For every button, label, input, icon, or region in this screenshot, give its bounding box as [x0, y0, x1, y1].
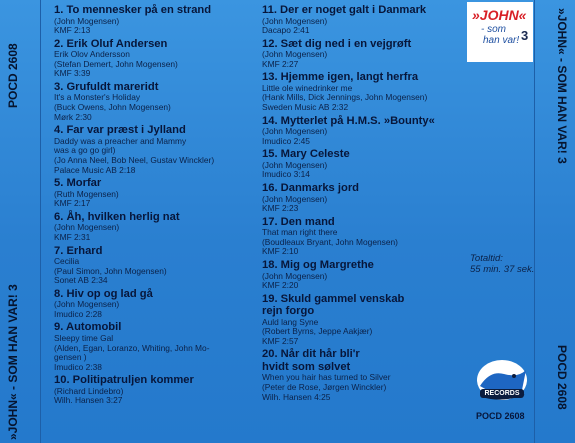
track-credit-line: KMF 3:39 [54, 68, 91, 79]
track-item [54, 211, 254, 243]
track-credit-line: Imudico 2:45 [262, 135, 310, 146]
track-item [262, 293, 472, 347]
track-credit-line: KMF 2:10 [262, 246, 299, 257]
track-credit-line: (Paul Simon, John Mogensen) [54, 265, 167, 276]
track-credit-line: (Robert Byrns, Jeppe Aakjær) [262, 326, 373, 337]
track-title: 13. Hjemme igen, langt herfra [262, 71, 419, 84]
logo-han-var: han var! [483, 35, 520, 46]
track-item [262, 182, 472, 214]
track-credit-line: KMF 2:27 [262, 58, 299, 69]
track-credit-line: KMF 2:57 [262, 335, 299, 346]
track-credit-line: Erik Olov Andersson [54, 49, 130, 60]
track-item [262, 115, 472, 147]
track-item [54, 177, 254, 209]
track-credit-line: Sonet AB 2:34 [54, 275, 108, 286]
total-time-value: 55 min. 37 sek. [470, 264, 535, 275]
left-spine-title: »JOHN« - SOM HAN VAR! 3 [6, 284, 20, 440]
track-credit-line: Cecilia [54, 256, 80, 266]
track-title: 14. Mytterlet på H.M.S. »Bounty« [262, 114, 435, 127]
track-item [262, 38, 472, 70]
track-credit-line: KMF 2:13 [54, 25, 91, 36]
track-credit-line: Imudico 2:38 [54, 361, 102, 372]
pool-records-logo [474, 356, 530, 408]
track-title: 7. Erhard [54, 244, 103, 257]
track-title: 2. Erik Oluf Andersen [54, 37, 168, 50]
track-credit-line: Auld lang Syne [262, 316, 319, 327]
track-credit-line: KMF 2:17 [54, 198, 91, 209]
records-label: RECORDS [480, 389, 524, 398]
track-list-column-1 [54, 4, 254, 408]
track-credit-line: Wilh. Hansen 4:25 [262, 391, 331, 402]
track-credit-line: Sleepy time Gal [54, 332, 114, 343]
track-title: 19. Skuld gammel venskab rejn forgo [262, 292, 405, 318]
john-som-han-var-logo [467, 2, 533, 62]
track-item [54, 245, 254, 286]
track-credit-line: (Jo Anna Neel, Bob Neel, Gustav Winckler) [54, 154, 215, 165]
track-title: 8. Hiv op og lad gå [54, 287, 153, 300]
track-credit-line: Daddy was a preacher and Mammy [54, 135, 187, 146]
logo-john: »JOHN« [472, 7, 527, 23]
track-title: 5. Morfar [54, 177, 102, 190]
track-credit-line: (John Mogensen) [262, 270, 328, 281]
right-spine-title: »JOHN« - SOM HAN VAR! 3 [555, 8, 569, 164]
track-credit-line: Little ole winedrinker me [262, 82, 353, 93]
track-credit-line: That man right there [262, 227, 338, 238]
track-credit-line: Imudico 3:14 [262, 169, 310, 180]
track-credit-line: Sweden Music AB 2:32 [262, 102, 349, 113]
track-credit-line: (John Mogensen) [54, 299, 120, 310]
track-credit-line: (Alden, Egan, Loranzo, Whiting, John Mo- [54, 342, 210, 353]
left-spine-catalog: POCD 2608 [6, 43, 20, 108]
fish-icon [474, 356, 530, 408]
track-item [54, 124, 254, 175]
track-item [54, 4, 254, 36]
track-credit-line: Mørk 2:30 [54, 111, 92, 122]
total-time-label: Totaltid: [470, 253, 503, 264]
track-credit-line: (Stefan Demert, John Mogensen) [54, 58, 178, 69]
track-credit-line: (John Mogensen) [262, 193, 328, 204]
track-credit-line: KMF 2:31 [54, 231, 91, 242]
track-title: 10. Politipatruljen kommer [54, 374, 194, 387]
track-credit-line: Dacapo 2:41 [262, 25, 310, 36]
track-credit-line: gensen ) [54, 352, 87, 363]
track-title: 20. Når dit hår bli'r hvidt som sølvet [262, 348, 360, 373]
track-credit-line: KMF 2:20 [262, 280, 299, 291]
track-credit-line: (John Mogensen) [262, 15, 328, 26]
track-title: 12. Sæt dig ned i en vejgrøft [262, 37, 412, 50]
track-credit-line: (Richard Lindebro) [54, 385, 124, 396]
track-list-column-2 [262, 4, 472, 404]
track-credit-line: Imudico 2:28 [54, 308, 102, 319]
track-credit-line: (John Mogensen) [262, 126, 328, 137]
logo-som: - som [481, 24, 506, 35]
right-spine [534, 0, 575, 443]
track-credit-line: (Boudleaux Bryant, John Mogensen) [262, 236, 398, 247]
track-credit-line: It's a Monster's Holiday [54, 92, 141, 103]
track-credit-line: (Peter de Rose, Jørgen Winckler) [262, 382, 387, 393]
track-item [54, 374, 254, 406]
track-item [54, 81, 254, 122]
track-title: 1. To mennesker på en strand [54, 4, 212, 16]
track-title: 11. Der er noget galt i Danmark [262, 4, 427, 16]
track-title: 6. Åh, hvilken herlig nat [54, 210, 180, 223]
track-item [54, 321, 254, 372]
track-item [262, 148, 472, 180]
track-credit-line: (John Mogensen) [54, 222, 120, 233]
track-item [262, 71, 472, 112]
track-title: 9. Automobil [54, 321, 122, 334]
track-credit-line: (John Mogensen) [262, 159, 328, 170]
track-item [262, 348, 472, 402]
track-item [262, 259, 472, 291]
total-time [470, 253, 534, 275]
track-credit-line: Wilh. Hansen 3:27 [54, 395, 123, 406]
track-title: 15. Mary Celeste [262, 148, 350, 161]
track-credit-line: (Ruth Mogensen) [54, 188, 119, 199]
catalog-number: POCD 2608 [476, 411, 525, 421]
track-credit-line: Palace Music AB 2:18 [54, 164, 136, 175]
track-item [54, 38, 254, 79]
track-title: 18. Mig og Margrethe [262, 259, 374, 271]
track-credit-line: (Hank Mills, Dick Jennings, John Mogensen) [262, 92, 428, 103]
track-title: 3. Grufuldt mareridt [54, 80, 159, 93]
logo-number: 3 [521, 28, 529, 43]
left-spine [0, 0, 41, 443]
track-item [262, 4, 472, 36]
track-title: 4. Far var præst i Jylland [54, 124, 186, 137]
track-credit-line: (John Mogensen) [54, 15, 120, 26]
track-credit-line: was a go go girl) [54, 145, 116, 156]
track-credit-line: (John Mogensen) [262, 49, 328, 60]
track-title: 17. Den mand [262, 215, 335, 228]
track-credit-line: (Buck Owens, John Mogensen) [54, 102, 171, 113]
track-title: 16. Danmarks jord [262, 182, 360, 195]
track-item [54, 288, 254, 320]
track-credit-line: When you hair has turned to Silver [262, 372, 391, 383]
track-item [262, 216, 472, 257]
track-credit-line: KMF 2:23 [262, 203, 299, 214]
right-spine-catalog: POCD 2608 [555, 345, 569, 410]
